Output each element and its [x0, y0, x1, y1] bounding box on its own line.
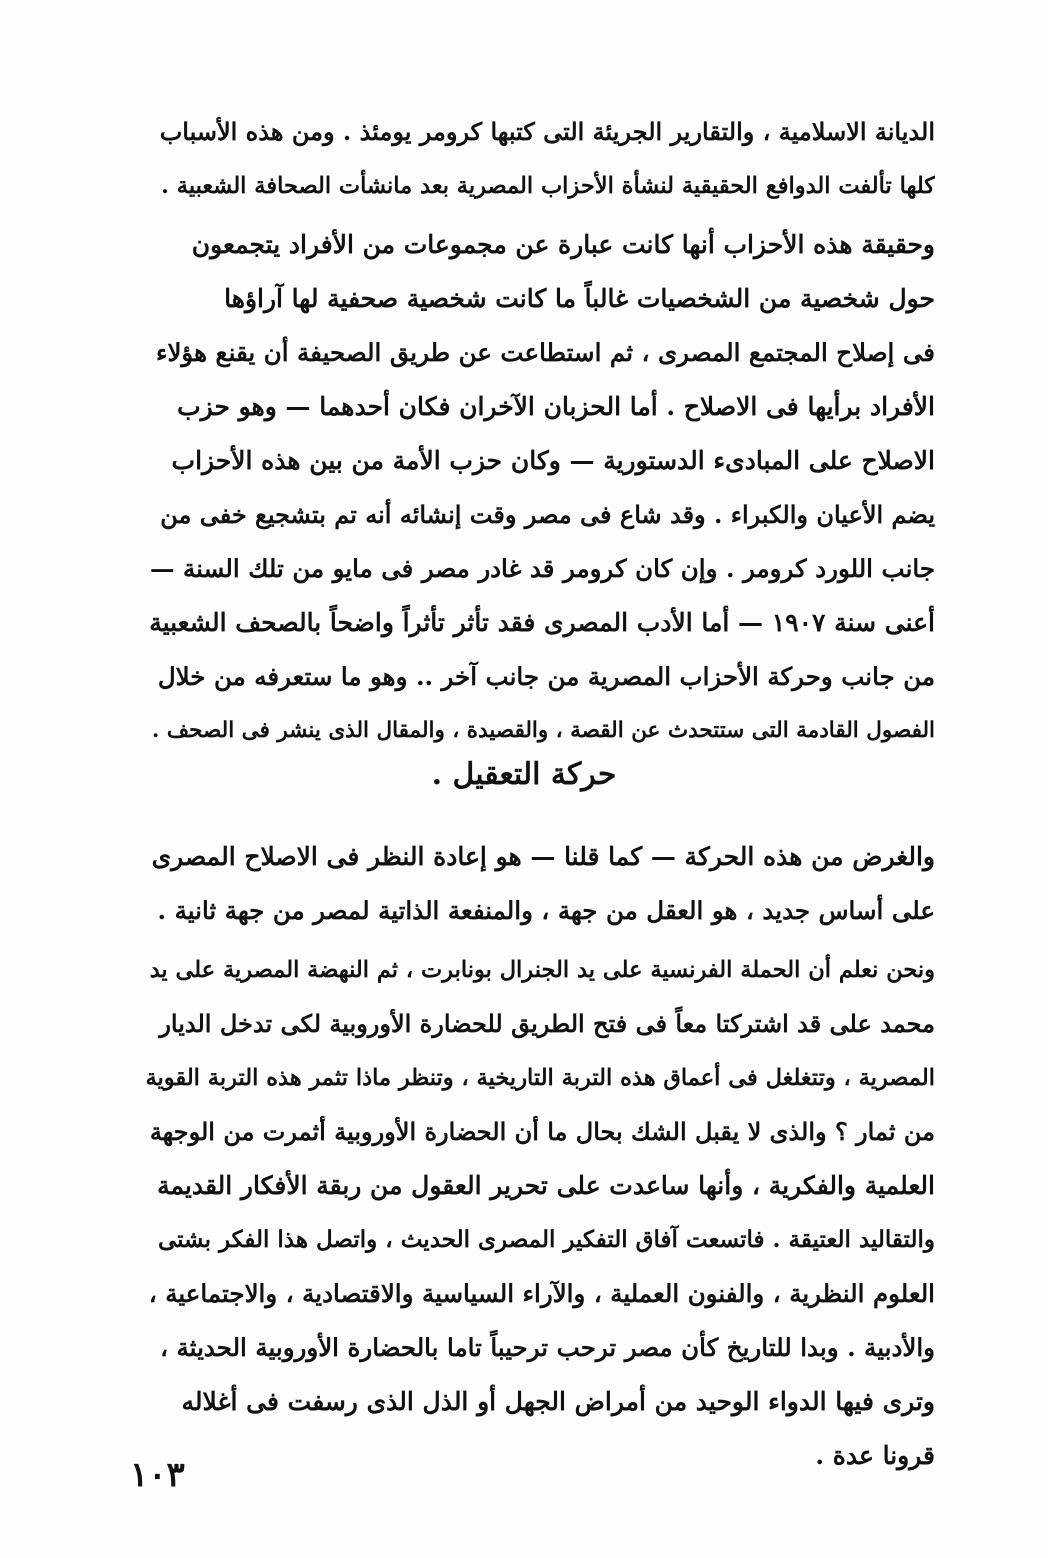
text-line: من ثمار ؟ والذى لا يقبل الشك بحال ما أن الحضارة الأوروبية أثمرت من الوجهة: [149, 1117, 935, 1146]
text-line: كلها تألفت الدوافع الحقيقية لنشأة الأحزاب المصرية بعد مانشأت الصحافة الشعبية .: [161, 173, 935, 199]
text-line: قرونا عدة .: [815, 1441, 935, 1470]
text-line: العلمية والفكرية ، وأنها ساعدت على تحرير العقول من ربقة الأفكار القديمة: [157, 1171, 935, 1200]
paragraph-3: [145, 830, 935, 938]
paragraph-4: [145, 943, 935, 1483]
text-line: على أساس جديد ، هو العقل من جهة ، والمنفعة الذاتية لمصر من جهة ثانية .: [157, 896, 935, 925]
section-heading: حركة التعقيل .: [431, 757, 617, 792]
text-line: الديانة الاسلامية ، والتقارير الجريئة التى كتبها كرومر يومئذ . ومن هذه الأسباب: [159, 117, 935, 146]
text-line: والتقاليد العتيقة . فاتسعت آفاق التفكير المصرى الحديث ، واتصل هذا الفكر بشتى: [157, 1226, 935, 1253]
text-line: وترى فيها الدواء الوحيد من أمراض الجهل أو الذل الذى رسفت فى أغلاله: [181, 1387, 935, 1416]
text-line: أعنى سنة ١٩٠٧ — أما الأدب المصرى فقد تأثر تأثراً واضحاً بالصحف الشعبية: [149, 608, 935, 637]
text-line: وحقيقة هذه الأحزاب أنها كانت عبارة عن مجموعات من الأفراد يتجمعون: [191, 230, 935, 259]
text-line: والغرض من هذه الحركة — كما قلنا — هو إعادة النظر فى الاصلاح المصرى: [151, 842, 935, 871]
text-line: ونحن نعلم أن الحملة الفرنسية على يد الجنرال بونابرت ، ثم النهضة المصرية على يد: [149, 957, 935, 983]
text-line: يضم الأعيان والكبراء . وقد شاع فى مصر وقت إنشائه أنه تم بتشجيع خفى من: [160, 500, 935, 529]
text-line: الفصول القادمة التى ستتحدث عن القصة ، والقصيدة ، والمقال الذى ينشر فى الصحف .: [151, 718, 935, 743]
text-line: العلوم النظرية ، والفنون العملية ، والآراء السياسية والاقتصادية ، والاجتماعية ،: [148, 1279, 935, 1308]
text-line: الأفراد برأيها فى الاصلاح . أما الحزبان الآخران فكان أحدهما — وهو حزب: [177, 392, 935, 421]
paragraph-2: [145, 218, 935, 758]
text-line: محمد على قد اشتركتا معاً فى فتح الطريق للحضارة الأوروبية لكى تدخل الديار: [159, 1009, 935, 1038]
text-line: من جانب وحركة الأحزاب المصرية من جانب آخر .. وهو ما ستعرفه من خلال: [157, 662, 935, 691]
text-line: حول شخصية من الشخصيات غالباً ما كانت شخصية صحفية لها آراؤها: [224, 284, 935, 313]
text-line: جانب اللورد كرومر . وإن كان كرومر قد غادر مصر فى مايو من تلك السنة —: [150, 554, 935, 583]
page-number: ١٠٣: [130, 1455, 185, 1495]
paragraph-1: [145, 105, 935, 213]
text-line: الاصلاح على المبادىء الدستورية — وكان حزب الأمة من بين هذه الأحزاب: [171, 446, 935, 475]
text-line: المصرية ، وتتغلغل فى أعماق هذه التربة التاريخية ، وتنظر ماذا تثمر هذه التربة القوية: [145, 1065, 935, 1091]
text-line: فى إصلاح المجتمع المصرى ، ثم استطاعت عن طريق الصحيفة أن يقنع هؤلاء: [155, 338, 935, 367]
text-line: والأدبية . وبدا للتاريخ كأن مصر ترحب ترحيباً تاما بالحضارة الأوروبية الحديثة ،: [160, 1333, 935, 1362]
